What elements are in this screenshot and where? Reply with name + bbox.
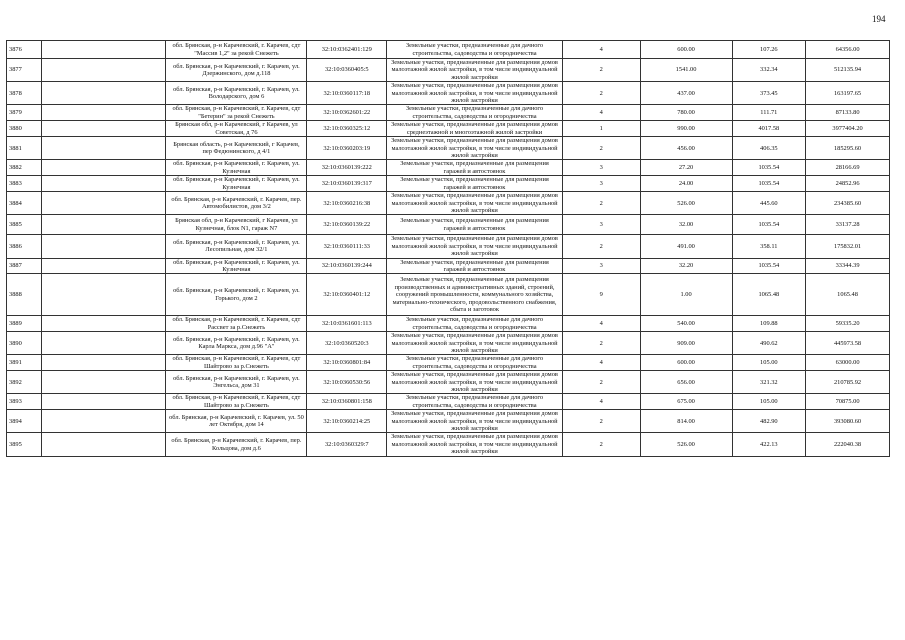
address-cell: обл. Брянская, р-н Карачевский, г. Карачев, ул. Энгельса, дом 31 [166,371,307,394]
row-number: 3888 [7,274,42,316]
land-use-cell: Земельные участки, предназначенные для размещения гаражей и автостоянок [387,160,563,176]
table-row [7,235,890,258]
row-number: 3893 [7,394,42,410]
area-cell: 540.00 [640,316,732,332]
row-number: 3877 [7,59,42,82]
row-gap [41,410,166,433]
zone-cell: 2 [562,433,640,456]
address-cell: обл. Брянская, р-н Карачевский, г. Карачев, сдт Шайтрово за р.Снежеть [166,394,307,410]
rate-cell: 105.00 [732,355,806,371]
table-row [7,121,890,137]
row-gap [41,121,166,137]
zone-cell: 4 [562,316,640,332]
value-cell: 64356.00 [806,41,890,59]
row-gap [41,160,166,176]
rate-cell: 321.32 [732,371,806,394]
zone-cell: 3 [562,176,640,192]
cadastral-number-cell: 32:10:0360405:5 [307,59,387,82]
zone-cell: 4 [562,105,640,121]
cadastral-number-cell: 32:10:0360401:12 [307,274,387,316]
row-number: 3889 [7,316,42,332]
row-number: 3876 [7,41,42,59]
row-gap [41,137,166,160]
row-number: 3891 [7,355,42,371]
cadastral-number-cell: 32:10:0360117:18 [307,82,387,105]
rate-cell: 358.11 [732,235,806,258]
land-use-cell: Земельные участки, предназначенные для размещения домов малоэтажной жилой застройки, в том числе индивидуальной жилой застройки [387,235,563,258]
row-gap [41,192,166,215]
row-gap [41,433,166,456]
zone-cell: 2 [562,332,640,355]
area-cell: 437.00 [640,82,732,105]
row-gap [41,105,166,121]
value-cell: 175832.01 [806,235,890,258]
row-number: 3886 [7,235,42,258]
value-cell: 512135.94 [806,59,890,82]
rate-cell: 1035.54 [732,176,806,192]
land-use-cell: Земельные участки, предназначенные для дачного строительства, садоводства и огородничества [387,394,563,410]
address-cell: Брянская обл, р-н Карачевский, г Карачев, ул Кузнечная, блок N1, гараж N7 [166,215,307,235]
area-cell: 990.00 [640,121,732,137]
address-cell: обл. Брянская, р-н Карачевский, г. Карачев, ул. Лесопильная, дом 32/1 [166,235,307,258]
table-row [7,371,890,394]
value-cell: 87133.80 [806,105,890,121]
land-use-cell: Земельные участки, предназначенные для дачного строительства, садоводства и огородничества [387,316,563,332]
area-cell: 909.00 [640,332,732,355]
cadastral-number-cell: 32:10:0360203:19 [307,137,387,160]
land-use-cell: Земельные участки, предназначенные для размещения гаражей и автостоянок [387,215,563,235]
value-cell: 222040.38 [806,433,890,456]
address-cell: обл. Брянская, р-н Карачевский, г. Карачев, ул. Горького, дом 2 [166,274,307,316]
row-number: 3895 [7,433,42,456]
row-number: 3881 [7,137,42,160]
table-row [7,394,890,410]
area-cell: 656.00 [640,371,732,394]
land-use-cell: Земельные участки, предназначенные для размещения гаражей и автостоянок [387,176,563,192]
cadastral-number-cell: 32:10:0362601:22 [307,105,387,121]
table-row [7,332,890,355]
row-number: 3880 [7,121,42,137]
rate-cell: 4017.58 [732,121,806,137]
address-cell: обл. Брянская, р-н Карачевский, г. Карачев, сдт "Бетерин" за рекой Снежеть [166,105,307,121]
row-gap [41,316,166,332]
land-use-cell: Земельные участки, предназначенные для размещения домов малоэтажной жилой застройки, в том числе индивидуальной жилой застройки [387,371,563,394]
area-cell: 600.00 [640,355,732,371]
rate-cell: 373.45 [732,82,806,105]
area-cell: 24.00 [640,176,732,192]
row-number: 3884 [7,192,42,215]
rate-cell: 445.60 [732,192,806,215]
table-row [7,41,890,59]
zone-cell: 3 [562,215,640,235]
table-row [7,105,890,121]
cadastral-number-cell: 32:10:0360111:33 [307,235,387,258]
cadastral-number-cell: 32:10:0360520:3 [307,332,387,355]
rate-cell: 482.90 [732,410,806,433]
row-number: 3885 [7,215,42,235]
rate-cell: 107.26 [732,41,806,59]
cadastral-number-cell: 32:10:0360325:12 [307,121,387,137]
row-gap [41,258,166,274]
row-gap [41,274,166,316]
page-number: 194 [872,14,886,24]
zone-cell: 3 [562,258,640,274]
area-cell: 491.00 [640,235,732,258]
rate-cell: 1035.54 [732,215,806,235]
row-number: 3892 [7,371,42,394]
land-use-cell: Земельные участки, предназначенные для размещения домов малоэтажной жилой застройки, в том числе индивидуальной жилой застройки [387,59,563,82]
cadastral-number-cell: 32:10:0360139:317 [307,176,387,192]
zone-cell: 2 [562,137,640,160]
land-use-cell: Земельные участки, предназначенные для размещения домов малоэтажной жилой застройки, в том числе индивидуальной жилой застройки [387,433,563,456]
zone-cell: 2 [562,59,640,82]
table-row [7,137,890,160]
area-cell: 780.00 [640,105,732,121]
address-cell: обл. Брянская, р-н Карачевский, г. Карачев, сдт Шайтрово за р.Снежеть [166,355,307,371]
zone-cell: 2 [562,410,640,433]
table-row [7,274,890,316]
value-cell: 210785.92 [806,371,890,394]
table-row [7,160,890,176]
value-cell: 234385.60 [806,192,890,215]
value-cell: 163197.65 [806,82,890,105]
row-gap [41,332,166,355]
row-gap [41,235,166,258]
cadastral-number-cell: 32:10:0360801:158 [307,394,387,410]
area-cell: 526.00 [640,433,732,456]
registry-table [6,40,890,457]
value-cell: 33137.28 [806,215,890,235]
row-gap [41,82,166,105]
address-cell: обл. Брянская, р-н Карачевский, г. Карачев, ул. Кузнечная [166,160,307,176]
row-number: 3879 [7,105,42,121]
land-use-cell: Земельные участки, предназначенные для размещения домов малоэтажной жилой застройки, в том числе индивидуальной жилой застройки [387,332,563,355]
zone-cell: 4 [562,355,640,371]
cadastral-number-cell: 32:10:0360139:222 [307,160,387,176]
rate-cell: 1035.54 [732,160,806,176]
cadastral-number-cell: 32:10:0362401:129 [307,41,387,59]
table-row [7,82,890,105]
cadastral-number-cell: 32:10:0360214:25 [307,410,387,433]
zone-cell: 2 [562,235,640,258]
cadastral-number-cell: 32:10:0360329:7 [307,433,387,456]
zone-cell: 9 [562,274,640,316]
area-cell: 27.20 [640,160,732,176]
rate-cell: 406.35 [732,137,806,160]
row-number: 3878 [7,82,42,105]
rate-cell: 490.62 [732,332,806,355]
zone-cell: 2 [562,82,640,105]
land-use-cell: Земельные участки, предназначенные для размещения домов малоэтажной жилой застройки, в том числе индивидуальной жилой застройки [387,410,563,433]
area-cell: 32.20 [640,258,732,274]
cadastral-number-cell: 32:10:0360216:38 [307,192,387,215]
address-cell: Брянская обл, р-н Карачевский, г Карачев, ул Советская, д 76 [166,121,307,137]
value-cell: 70875.00 [806,394,890,410]
land-use-cell: Земельные участки, предназначенные для дачного строительства, садоводства и огородничества [387,105,563,121]
row-gap [41,41,166,59]
address-cell: обл. Брянская, р-н Карачевский, г. Карачев, ул. 50 лет Октября, дом 14 [166,410,307,433]
address-cell: обл. Брянская, р-н Карачевский, г. Карачев, пер. Кольцова, дом д.6 [166,433,307,456]
row-gap [41,176,166,192]
table-row [7,355,890,371]
zone-cell: 2 [562,192,640,215]
table-row [7,410,890,433]
zone-cell: 4 [562,394,640,410]
area-cell: 1541.00 [640,59,732,82]
land-use-cell: Земельные участки, предназначенные для размещения производственных и административных зданий, строений, сооружений промышленности, коммунального хозяйства, материально-технического, продовольственного снабжения, сбыта и заготовок [387,274,563,316]
address-cell: обл. Брянская, р-н Карачевский, г. Карачев, ул. Дзержинского, дом д.118 [166,59,307,82]
land-use-cell: Земельные участки, предназначенные для дачного строительства, садоводства и огородничества [387,41,563,59]
address-cell: обл. Брянская, р-н Карачевский, г. Карачев, сдт "Массив 1,2" за рекой Снежеть [166,41,307,59]
area-cell: 675.00 [640,394,732,410]
row-number: 3883 [7,176,42,192]
value-cell: 28166.69 [806,160,890,176]
zone-cell: 2 [562,371,640,394]
area-cell: 526.00 [640,192,732,215]
value-cell: 24852.96 [806,176,890,192]
address-cell: обл. Брянская, р-н Карачевский, г. Карачев, ул. Володарского, дом 6 [166,82,307,105]
address-cell: обл. Брянская, р-н Карачевский, г. Карачев, ул. Кузнечная [166,258,307,274]
table-row [7,59,890,82]
row-number: 3890 [7,332,42,355]
table-row [7,316,890,332]
table-row [7,176,890,192]
rate-cell: 109.88 [732,316,806,332]
table-row [7,258,890,274]
cadastral-number-cell: 32:10:0360530:56 [307,371,387,394]
area-cell: 600.00 [640,41,732,59]
value-cell: 445973.58 [806,332,890,355]
cadastral-number-cell: 32:10:0360139:22 [307,215,387,235]
area-cell: 456.00 [640,137,732,160]
area-cell: 32.00 [640,215,732,235]
value-cell: 63000.00 [806,355,890,371]
address-cell: Брянская область, р-н Карачевский, г Карачев, пер Федюнинского, д 4/1 [166,137,307,160]
row-gap [41,394,166,410]
address-cell: обл. Брянская, р-н Карачевский, г. Карачев, ул. Карла Маркса, дом д.96 "А" [166,332,307,355]
land-use-cell: Земельные участки, предназначенные для размещения гаражей и автостоянок [387,258,563,274]
row-gap [41,59,166,82]
zone-cell: 1 [562,121,640,137]
land-use-cell: Земельные участки, предназначенные для размещения домов малоэтажной жилой застройки, в том числе индивидуальной жилой застройки [387,192,563,215]
area-cell: 814.00 [640,410,732,433]
row-gap [41,371,166,394]
row-gap [41,215,166,235]
value-cell: 393080.60 [806,410,890,433]
value-cell: 3977404.20 [806,121,890,137]
rate-cell: 105.00 [732,394,806,410]
value-cell: 185295.60 [806,137,890,160]
row-number: 3887 [7,258,42,274]
row-number: 3882 [7,160,42,176]
table-row [7,433,890,456]
rate-cell: 332.34 [732,59,806,82]
land-use-cell: Земельные участки, предназначенные для размещения домов среднеэтажной и многоэтажной жилой застройки [387,121,563,137]
address-cell: обл. Брянская, р-н Карачевский, г. Карачев, ул. Кузнечная [166,176,307,192]
zone-cell: 3 [562,160,640,176]
row-gap [41,355,166,371]
row-number: 3894 [7,410,42,433]
rate-cell: 111.71 [732,105,806,121]
value-cell: 1065.48 [806,274,890,316]
value-cell: 59335.20 [806,316,890,332]
land-use-cell: Земельные участки, предназначенные для размещения домов малоэтажной жилой застройки, в том числе индивидуальной жилой застройки [387,137,563,160]
address-cell: обл. Брянская, р-н Карачевский, г. Карачев, пер. Автомобилистов, дом 3/2 [166,192,307,215]
land-use-cell: Земельные участки, предназначенные для дачного строительства, садоводства и огородничества [387,355,563,371]
cadastral-number-cell: 32:10:0360801:84 [307,355,387,371]
value-cell: 33344.39 [806,258,890,274]
cadastral-number-cell: 32:10:0361601:113 [307,316,387,332]
cadastral-number-cell: 32:10:0360139:244 [307,258,387,274]
address-cell: обл. Брянская, р-н Карачевский, г. Карачев, сдт Рассвет за р.Снежеть [166,316,307,332]
table-row [7,215,890,235]
zone-cell: 4 [562,41,640,59]
area-cell: 1.00 [640,274,732,316]
rate-cell: 1065.48 [732,274,806,316]
rate-cell: 422.13 [732,433,806,456]
land-use-cell: Земельные участки, предназначенные для размещения домов малоэтажной жилой застройки, в том числе индивидуальной жилой застройки [387,82,563,105]
rate-cell: 1035.54 [732,258,806,274]
table-row [7,192,890,215]
